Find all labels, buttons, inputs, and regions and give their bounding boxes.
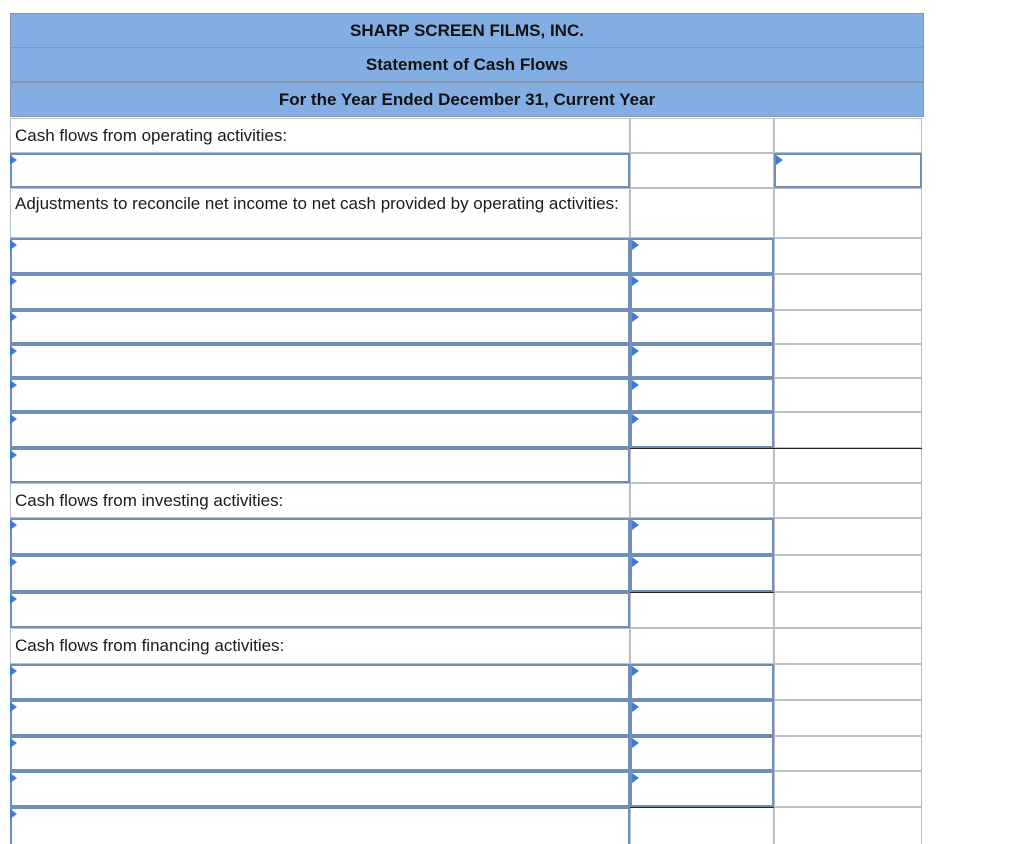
financing-amount-input-1[interactable] — [630, 664, 774, 700]
triangle-right-icon[interactable] — [10, 276, 17, 286]
empty-cell — [774, 664, 922, 700]
investing-total-label-input[interactable] — [10, 592, 630, 628]
triangle-right-icon[interactable] — [632, 666, 639, 676]
empty-cell — [774, 274, 922, 310]
financing-amount-input-3[interactable] — [630, 736, 774, 771]
empty-cell — [774, 310, 922, 344]
adjustment-account-input-2[interactable] — [10, 274, 630, 310]
empty-cell — [774, 188, 922, 238]
empty-cell — [774, 807, 922, 844]
adjustment-amount-input-3[interactable] — [630, 310, 774, 344]
triangle-right-icon[interactable] — [10, 240, 17, 250]
empty-cell — [774, 483, 922, 518]
cash-flow-worksheet — [10, 13, 924, 844]
triangle-right-icon[interactable] — [632, 773, 639, 783]
operating-section-label: Cash flows from operating activities: — [10, 118, 630, 153]
triangle-right-icon[interactable] — [10, 155, 17, 165]
triangle-right-icon[interactable] — [10, 702, 17, 712]
empty-cell — [774, 736, 922, 771]
investing-amount-input-2[interactable] — [630, 555, 774, 592]
triangle-right-icon[interactable] — [10, 414, 17, 424]
triangle-right-icon[interactable] — [10, 450, 17, 460]
financing-account-input-4[interactable] — [10, 771, 630, 807]
empty-cell — [630, 188, 774, 238]
triangle-right-icon[interactable] — [632, 346, 639, 356]
triangle-right-icon[interactable] — [632, 557, 639, 567]
investing-amount-input-1[interactable] — [630, 518, 774, 555]
adjustments-label — [10, 188, 630, 238]
triangle-right-icon[interactable] — [10, 312, 17, 322]
triangle-right-icon[interactable] — [10, 346, 17, 356]
adjustment-account-input-5[interactable] — [10, 378, 630, 412]
adjustment-account-input-4[interactable] — [10, 344, 630, 378]
empty-cell — [630, 153, 774, 188]
triangle-right-icon[interactable] — [632, 738, 639, 748]
triangle-right-icon[interactable] — [632, 702, 639, 712]
empty-cell — [774, 412, 922, 448]
triangle-right-icon[interactable] — [10, 520, 17, 530]
triangle-right-icon[interactable] — [632, 240, 639, 250]
financing-amount-input-4[interactable] — [630, 771, 774, 807]
empty-cell — [774, 448, 922, 483]
statement-period: For the Year Ended December 31, Current Year — [10, 82, 924, 117]
total-rule — [630, 807, 774, 808]
triangle-right-icon[interactable] — [10, 666, 17, 676]
financing-amount-input-2[interactable] — [630, 700, 774, 736]
financing-account-input-2[interactable] — [10, 700, 630, 736]
empty-cell — [774, 592, 922, 628]
triangle-right-icon[interactable] — [10, 773, 17, 783]
empty-cell — [630, 118, 774, 153]
adjustment-account-input-6[interactable] — [10, 412, 630, 448]
adjustment-amount-input-5[interactable] — [630, 378, 774, 412]
operating-total-label-input[interactable] — [10, 448, 630, 483]
adjustment-amount-input-2[interactable] — [630, 274, 774, 310]
investing-account-input-2[interactable] — [10, 555, 630, 592]
financing-section-label: Cash flows from financing activities: — [10, 628, 630, 664]
empty-cell — [774, 238, 922, 274]
triangle-right-icon[interactable] — [632, 520, 639, 530]
triangle-right-icon[interactable] — [776, 155, 783, 165]
empty-cell — [630, 483, 774, 518]
empty-cell — [774, 771, 922, 807]
empty-cell — [774, 700, 922, 736]
triangle-right-icon[interactable] — [632, 414, 639, 424]
triangle-right-icon[interactable] — [632, 312, 639, 322]
net-income-total-input[interactable] — [774, 153, 922, 188]
financing-account-input-1[interactable] — [10, 664, 630, 700]
financing-account-input-3[interactable] — [10, 736, 630, 771]
adjustment-amount-input-4[interactable] — [630, 344, 774, 378]
empty-cell — [630, 807, 774, 844]
empty-cell — [774, 518, 922, 555]
adjustment-amount-input-6[interactable] — [630, 412, 774, 448]
empty-cell — [774, 628, 922, 664]
triangle-right-icon[interactable] — [10, 380, 17, 390]
net-income-account-input[interactable] — [10, 153, 630, 188]
total-rule — [630, 448, 922, 449]
empty-cell — [774, 378, 922, 412]
triangle-right-icon[interactable] — [10, 809, 17, 819]
adjustments-label-text: Adjustments to reconcile net income to net cash provided by operating activities: — [15, 194, 619, 213]
adjustment-amount-input-1[interactable] — [630, 238, 774, 274]
empty-cell — [774, 118, 922, 153]
adjustment-account-input-3[interactable] — [10, 310, 630, 344]
empty-cell — [774, 555, 922, 592]
adjustment-account-input-1[interactable] — [10, 238, 630, 274]
triangle-right-icon[interactable] — [10, 557, 17, 567]
empty-cell — [630, 628, 774, 664]
triangle-right-icon[interactable] — [632, 380, 639, 390]
investing-section-label: Cash flows from investing activities: — [10, 483, 630, 518]
empty-cell — [774, 344, 922, 378]
triangle-right-icon[interactable] — [632, 276, 639, 286]
triangle-right-icon[interactable] — [10, 594, 17, 604]
empty-cell — [630, 448, 774, 483]
investing-account-input-1[interactable] — [10, 518, 630, 555]
empty-cell — [630, 592, 774, 628]
statement-title: Statement of Cash Flows — [10, 47, 924, 82]
company-name: SHARP SCREEN FILMS, INC. — [10, 13, 924, 48]
triangle-right-icon[interactable] — [10, 738, 17, 748]
total-rule — [630, 592, 774, 593]
financing-total-label-input[interactable] — [10, 807, 630, 844]
